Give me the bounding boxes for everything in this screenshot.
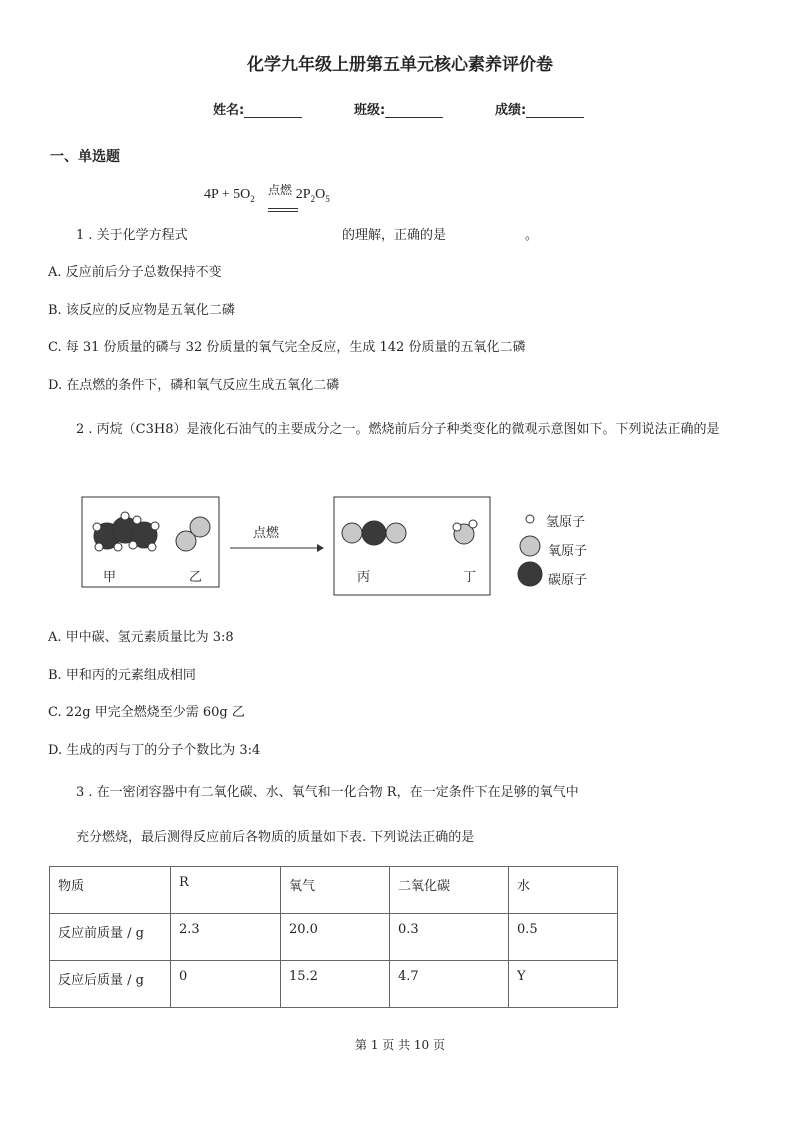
name-label: 姓名: — [213, 103, 245, 118]
arrow-head — [317, 544, 324, 552]
carbon-atom-symbol — [518, 562, 542, 586]
table-cell: 2.3 — [171, 914, 281, 961]
hydrogen-atom-symbol — [526, 515, 534, 523]
score-field — [495, 99, 584, 118]
score-label: 成绩: — [495, 103, 527, 118]
table-cell: Y — [509, 961, 618, 1008]
legend-oxygen: 氧原子 — [548, 544, 588, 559]
table-cell: 0.3 — [390, 914, 509, 961]
mass-table — [49, 866, 618, 1008]
propane-molecule — [93, 512, 159, 551]
q3-stem-line2: 充分燃烧，最后测得反应前后各物质的质量如下表. 下列说法正确的是 — [76, 830, 475, 845]
table-cell: 氧气 — [281, 867, 390, 914]
class-label: 班级: — [354, 103, 386, 118]
q2-micro-diagram — [75, 490, 605, 600]
label-bing: 丙 — [357, 570, 371, 585]
eq-rhs-mid: O — [315, 187, 326, 202]
table-header-row — [50, 867, 618, 914]
oxygen-molecule — [176, 517, 210, 551]
q2-option-b[interactable]: B. 甲和丙的元素组成相同 — [48, 668, 196, 683]
q2-option-a[interactable]: A. 甲中碳、氢元素质量比为 3:8 — [48, 630, 234, 645]
legend-carbon: 碳原子 — [548, 573, 588, 588]
q1-stem-end: 。 — [525, 228, 539, 243]
name-blank[interactable] — [244, 103, 302, 118]
legend-symbols — [518, 515, 542, 586]
q1-stem-after: 的理解，正确的是 — [342, 228, 447, 243]
table-cell: 物质 — [50, 867, 171, 914]
label-ding: 丁 — [463, 570, 477, 585]
score-blank[interactable] — [526, 103, 584, 118]
table-cell: 20.0 — [281, 914, 390, 961]
q2-option-c[interactable]: C. 22g 甲完全燃烧至少需 60g 乙 — [48, 705, 245, 720]
class-field — [354, 99, 443, 118]
table-cell: R — [171, 867, 281, 914]
eq-rhs-sub1: 2 — [310, 193, 316, 204]
table-cell: 反应前质量 / g — [50, 914, 171, 961]
page-title: 化学九年级上册第五单元核心素养评价卷 — [247, 55, 553, 75]
table-cell: 4.7 — [390, 961, 509, 1008]
q2-option-d[interactable]: D. 生成的丙与丁的分子个数比为 3:4 — [48, 743, 261, 758]
arrow-label: 点燃 — [253, 526, 280, 541]
eq-lhs: 4P + 5O — [204, 187, 251, 202]
section-title: 一、单选题 — [50, 149, 120, 165]
q1-stem-before: 1 . 关于化学方程式 — [76, 228, 188, 243]
table-cell: 二氧化碳 — [390, 867, 509, 914]
oxygen-atom-symbol — [520, 536, 540, 556]
legend-hydrogen: 氢原子 — [546, 515, 586, 530]
q2-stem: 2 . 丙烷（C3H8）是液化石油气的主要成分之一。燃烧前后分子种类变化的微观示意图如下。下列说法正确的是 — [76, 422, 720, 437]
eq-rhs-coef: 2P — [295, 187, 311, 202]
eq-rhs-sub2: 5 — [325, 193, 330, 204]
eq-equals-sign — [268, 208, 298, 212]
q1-option-c[interactable]: C. 每 31 份质量的磷与 32 份质量的氧气完全反应，生成 142 份质量的五氧化二磷 — [48, 340, 526, 355]
table-cell: 反应后质量 / g — [50, 961, 171, 1008]
q1-equation — [204, 183, 330, 204]
label-yi: 乙 — [189, 570, 203, 585]
class-blank[interactable] — [385, 103, 443, 118]
q3-stem-line1: 3 . 在一密闭容器中有二氧化碳、水、氧气和一化合物 R，在一定条件下在足够的氧气中 — [76, 785, 579, 800]
page-footer: 第 1 页 共 10 页 — [355, 1038, 445, 1052]
label-jia: 甲 — [103, 570, 117, 585]
q1-option-a[interactable]: A. 反应前后分子总数保持不变 — [48, 265, 222, 280]
eq-condition: 点燃 — [268, 183, 293, 197]
table-cell: 15.2 — [281, 961, 390, 1008]
q1-option-d[interactable]: D. 在点燃的条件下，磷和氧气反应生成五氧化二磷 — [48, 378, 340, 393]
table-cell: 0 — [171, 961, 281, 1008]
water-molecule — [453, 520, 477, 544]
eq-lhs-sub: 2 — [250, 193, 255, 204]
q1-option-b[interactable]: B. 该反应的反应物是五氧化二磷 — [48, 303, 235, 318]
table-row — [50, 914, 618, 961]
table-cell: 0.5 — [509, 914, 618, 961]
name-field — [213, 99, 302, 118]
table-cell: 水 — [509, 867, 618, 914]
table-row — [50, 961, 618, 1008]
carbon-dioxide-molecule — [342, 521, 406, 545]
